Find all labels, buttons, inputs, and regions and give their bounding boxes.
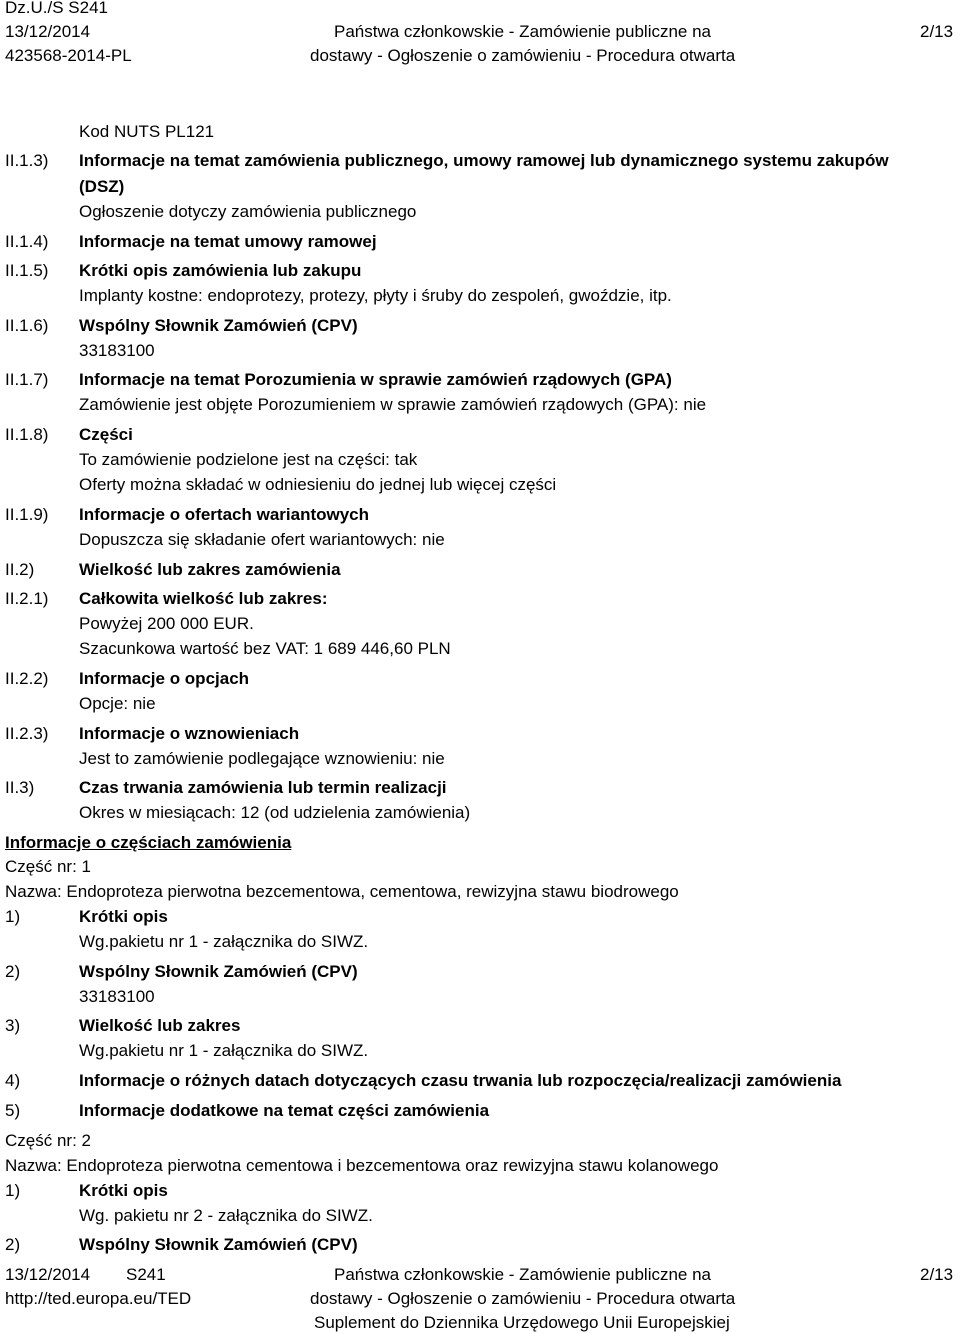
section-label: II.1.3) [5,151,49,170]
section-heading: Informacje o opcjach [79,669,250,688]
header-date: 13/12/2014 [5,22,91,41]
section-heading: Wielkość lub zakres zamówienia [79,560,341,579]
section-line: Jest to zamówienie podlegające wznowieniu: nie [79,749,445,768]
part-item-heading: Wielkość lub zakres [79,1016,241,1035]
section-heading: Informacje na temat zamówienia publicznego, umowy ramowej lub dynamicznego systemu zakupów [79,151,889,170]
footer-title-line3: Suplement do Dziennika Urzędowego Unii Europejskiej [314,1313,730,1332]
section-line: Powyżej 200 000 EUR. [79,614,254,633]
section-line: Okres w miesiącach: 12 (od udzielenia zamówienia) [79,803,471,822]
section-line: To zamówienie podzielone jest na części: tak [79,450,418,469]
footer-title-line2: dostawy - Ogłoszenie o zamówieniu - Procedura otwarta [310,1289,736,1308]
section-label: II.2.3) [5,724,49,743]
section-heading: Informacje o ofertach wariantowych [79,505,370,524]
section-heading: Informacje na temat umowy ramowej [79,232,377,251]
section-label: II.1.5) [5,261,49,280]
section-heading: Części [79,425,133,444]
part-name: Nazwa: Endoproteza pierwotna bezcementowa, cementowa, rewizyjna stawu biodrowego [5,882,679,901]
section-line: Szacunkowa wartość bez VAT: 1 689 446,60 PLN [79,639,451,658]
part-item-heading: Krótki opis [79,1181,168,1200]
part-item-num: 5) [5,1101,21,1120]
parts-title: Informacje o częściach zamówienia [5,833,292,852]
section-line: Zamówienie jest objęte Porozumieniem w sprawie zamówień rządowych (GPA): nie [79,395,707,414]
part-item-value: Wg.pakietu nr 1 - załącznika do SIWZ. [79,932,369,951]
footer-title-line1: Państwa członkowskie - Zamówienie publiczne na [334,1265,712,1284]
part-item-num: 1) [5,1181,21,1200]
part-name: Nazwa: Endoproteza pierwotna cementowa i bezcementowa oraz rewizyjna stawu kolanowego [5,1156,719,1175]
section-heading: Czas trwania zamówienia lub termin realizacji [79,778,447,797]
section-line: Opcje: nie [79,694,156,713]
section-heading: Informacje o wznowieniach [79,724,300,743]
part-number: Część nr: 1 [5,857,91,876]
section-label: II.1.6) [5,316,49,335]
section-label: II.2) [5,560,35,579]
header-title-line2: dostawy - Ogłoszenie o zamówieniu - Procedura otwarta [310,46,736,65]
section-label: II.1.9) [5,505,49,524]
part-item-num: 4) [5,1071,21,1090]
section-heading: Informacje na temat Porozumienia w sprawie zamówień rządowych (GPA) [79,370,672,389]
header-title-line1: Państwa członkowskie - Zamówienie publiczne na [334,22,712,41]
part-item-num: 3) [5,1016,21,1035]
footer-date: 13/12/2014 [5,1265,91,1284]
cpv-code: 33183100 [79,341,155,360]
footer-series: S241 [126,1265,166,1284]
part-number: Część nr: 2 [5,1131,91,1150]
section-line: Implanty kostne: endoprotezy, protezy, płyty i śruby do zespoleń, gwoździe, itp. [79,286,672,305]
section-heading: Krótki opis zamówienia lub zakupu [79,261,362,280]
section-label: II.2.2) [5,669,49,688]
part-item-value: 33183100 [79,987,155,1006]
section-label: II.2.1) [5,589,49,608]
section-line: Ogłoszenie dotyczy zamówienia publicznego [79,202,417,221]
section-line: Oferty można składać w odniesieniu do jednej lub więcej części [79,475,557,494]
section-heading-cont: (DSZ) [79,177,125,196]
footer-url[interactable]: http://ted.europa.eu/TED [5,1289,192,1308]
nuts-code: Kod NUTS PL121 [79,122,215,141]
header-notice-id: 423568-2014-PL [5,46,132,65]
part-item-heading: Informacje dodatkowe na temat części zamówienia [79,1101,490,1120]
header-page: 2/13 [920,22,954,41]
section-line: Dopuszcza się składanie ofert wariantowych: nie [79,530,445,549]
header-journal: Dz.U./S S241 [5,0,108,17]
section-label: II.3) [5,778,35,797]
part-item-value: Wg.pakietu nr 1 - załącznika do SIWZ. [79,1041,369,1060]
footer-page: 2/13 [920,1265,954,1284]
part-item-num: 2) [5,962,21,981]
part-item-heading: Informacje o różnych datach dotyczących czasu trwania lub rozpoczęcia/realizacji zamówienia [79,1071,842,1090]
part-item-value: Wg. pakietu nr 2 - załącznika do SIWZ. [79,1206,373,1225]
part-item-num: 2) [5,1235,21,1254]
part-item-num: 1) [5,907,21,926]
section-heading: Wspólny Słownik Zamówień (CPV) [79,316,358,335]
section-label: II.1.8) [5,425,49,444]
section-label: II.1.7) [5,370,49,389]
part-item-heading: Wspólny Słownik Zamówień (CPV) [79,1235,358,1254]
section-label: II.1.4) [5,232,49,251]
part-item-heading: Krótki opis [79,907,168,926]
part-item-heading: Wspólny Słownik Zamówień (CPV) [79,962,358,981]
section-heading: Całkowita wielkość lub zakres: [79,589,328,608]
